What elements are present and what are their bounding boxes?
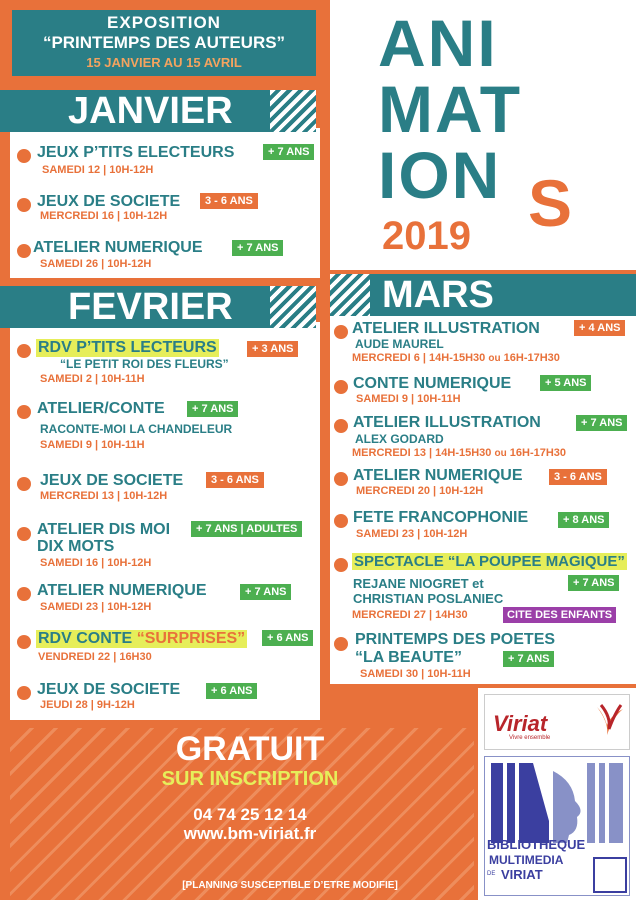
mars-stripes (330, 274, 370, 316)
event-title: ATELIER/CONTE (37, 400, 165, 417)
event-title: JEUX DE SOCIETE (37, 681, 181, 698)
bullet-icon (17, 344, 31, 358)
bullet-icon (334, 472, 348, 486)
age-badge: + 8 ANS (558, 512, 609, 528)
event-subtitle: RACONTE-MOI LA CHANDELEUR (40, 422, 233, 436)
event-date: MERCREDI 16 | 10H-12H (40, 210, 168, 222)
event-title-line-2: DIX MOTS (37, 538, 115, 555)
title-year: 2019 (382, 214, 471, 258)
event-date: SAMEDI 23 | 10H-12H (356, 528, 468, 540)
event-date-alt: 16H-17H30 (509, 447, 567, 459)
event-title: ATELIER NUMERIQUE (37, 582, 207, 599)
age-badge: + 4 ANS (574, 320, 625, 336)
event-date: JEUDI 28 | 9H-12H (40, 699, 135, 711)
bullet-icon (17, 686, 31, 700)
event-date: SAMEDI 9 | 10H-11H (40, 439, 145, 451)
exposition-banner (10, 8, 318, 78)
age-badge: + 7 ANS | ADULTES (191, 521, 302, 537)
event-subtitle: “LE PETIT ROI DES FLEURS” (60, 357, 229, 371)
bullet-icon (334, 558, 348, 572)
event-title: RDV P’TITS LECTEURS (38, 339, 217, 356)
event-title: JEUX DE SOCIETE (37, 193, 181, 210)
event-date: MERCREDI 27 | 14H30 (352, 609, 468, 621)
event-title: ATELIER DIS MOI (37, 521, 171, 538)
book-icon (593, 857, 627, 893)
age-badge: + 3 ANS (247, 341, 298, 357)
bullet-icon (334, 380, 348, 394)
viriat-logo-text: Viriat (493, 711, 548, 736)
event-title: ATELIER ILLUSTRATION (353, 414, 541, 431)
de-word: DE (487, 871, 496, 877)
event-title: CONTE NUMERIQUE (353, 375, 512, 392)
exposition-label: EXPOSITION (107, 13, 221, 32)
viriat-swoosh-icon (595, 703, 625, 737)
event-date: SAMEDI 26 | 10H-12H (40, 258, 152, 270)
age-badge: 3 - 6 ANS (206, 472, 264, 488)
bullet-icon (17, 477, 31, 491)
phone-number: 04 74 25 12 14 (193, 805, 307, 824)
event-date-or: ou (494, 448, 507, 459)
title-s: S (528, 166, 573, 240)
bullet-icon (17, 587, 31, 601)
event-subtitle: REJANE NIOGRET et (353, 576, 484, 591)
age-badge: + 7 ANS (240, 584, 291, 600)
event-date-or: ou (488, 353, 501, 364)
title-line-1: ANI (378, 6, 498, 80)
age-badge: + 5 ANS (540, 375, 591, 391)
event-date: SAMEDI 2 | 10H-11H (40, 373, 145, 385)
event-date: SAMEDI 12 | 10H-12H (42, 164, 154, 176)
event-subtitle-line-2: CHRISTIAN POSLANIEC (353, 591, 504, 606)
fevrier-stripes (270, 286, 316, 328)
age-badge: + 7 ANS (503, 651, 554, 667)
bibliotheque-word: BIBLIOTHEQUE (487, 837, 586, 852)
event-subtitle: ALEX GODARD (355, 432, 444, 446)
age-badge: + 7 ANS (187, 401, 238, 417)
event-title (36, 630, 247, 648)
bullet-icon (334, 325, 348, 339)
bullet-icon (334, 637, 348, 651)
event-title: ATELIER NUMERIQUE (353, 467, 523, 484)
event-title-a: RDV CONTE (38, 630, 133, 647)
multimedia-word: MULTIMEDIA (489, 853, 564, 867)
exposition-title: “PRINTEMPS DES AUTEURS” (42, 33, 286, 52)
event-date (352, 447, 566, 459)
event-title-line-2: “LA BEAUTE” (355, 649, 462, 666)
gratuit-label: GRATUIT (175, 730, 325, 768)
janvier-header: JANVIER (0, 90, 270, 132)
event-subtitle: AUDE MAUREL (355, 337, 444, 351)
event-title: JEUX DE SOCIETE (40, 472, 184, 489)
event-title: PRINTEMPS DES POETES (355, 631, 556, 648)
event-date-alt: 16H-17H30 (503, 352, 560, 364)
bullet-icon (17, 635, 31, 649)
bullet-icon (17, 198, 31, 212)
age-badge: + 7 ANS (568, 575, 619, 591)
age-badge: + 7 ANS (232, 240, 283, 256)
age-badge: 3 - 6 ANS (200, 193, 258, 209)
fevrier-header: FEVRIER (0, 286, 270, 328)
event-title: ATELIER ILLUSTRATION (352, 320, 540, 337)
event-date: MERCREDI 13 | 10H-12H (40, 490, 168, 502)
bullet-icon (334, 419, 348, 433)
age-badge: + 6 ANS (262, 630, 313, 646)
event-title: FETE FRANCOPHONIE (353, 509, 529, 526)
age-badge: + 7 ANS (576, 415, 627, 431)
event-title: ATELIER NUMERIQUE (33, 239, 203, 256)
age-badge: 3 - 6 ANS (549, 469, 607, 485)
viriat-word: VIRIAT (501, 867, 543, 882)
bibliotheque-graphic-icon (489, 761, 627, 845)
title-line-3: ION (378, 138, 502, 212)
mars-header: MARS (370, 274, 636, 316)
website-link[interactable]: www.bm-viriat.fr (183, 824, 317, 843)
janvier-stripes (270, 90, 316, 132)
inscription-label: SUR INSCRIPTION (161, 768, 339, 790)
exposition-dates: 15 JANVIER AU 15 AVRIL (86, 55, 242, 70)
bullet-icon (17, 405, 31, 419)
event-title: JEUX P’TITS ELECTEURS (37, 144, 235, 161)
viriat-logo (484, 694, 630, 750)
venue-badge: CITE DES ENFANTS (503, 607, 616, 623)
event-date: SAMEDI 9 | 10H-11H (356, 393, 461, 405)
event-date-main: MERCREDI 6 | 14H-15H30 (352, 352, 486, 364)
event-date: MERCREDI 20 | 10H-12H (356, 485, 484, 497)
event-title-b: “SURPRISES” (136, 630, 246, 647)
event-date: SAMEDI 30 | 10H-11H (360, 668, 471, 680)
age-badge: + 7 ANS (263, 144, 314, 160)
logo-panel (478, 688, 636, 900)
age-badge: + 6 ANS (206, 683, 257, 699)
disclaimer-note: [PLANNING SUSCEPTIBLE D’ETRE MODIFIE] (182, 880, 398, 891)
event-date: SAMEDI 23 | 10H-12H (40, 601, 152, 613)
title-line-2: MAT (378, 72, 523, 146)
event-date-main: MERCREDI 13 | 14H-15H30 (352, 447, 492, 459)
event-date (352, 352, 560, 364)
title-panel (330, 0, 636, 270)
bullet-icon (334, 514, 348, 528)
event-date: SAMEDI 16 | 10H-12H (40, 557, 152, 569)
bibliotheque-logo (484, 756, 630, 896)
event-date: VENDREDI 22 | 16H30 (38, 651, 152, 663)
bullet-icon (17, 527, 31, 541)
viriat-tagline: Vivre ensemble (509, 735, 551, 741)
bullet-icon (17, 149, 31, 163)
event-title: SPECTACLE “LA POUPEE MAGIQUE” (354, 553, 625, 570)
bullet-icon (17, 244, 31, 258)
